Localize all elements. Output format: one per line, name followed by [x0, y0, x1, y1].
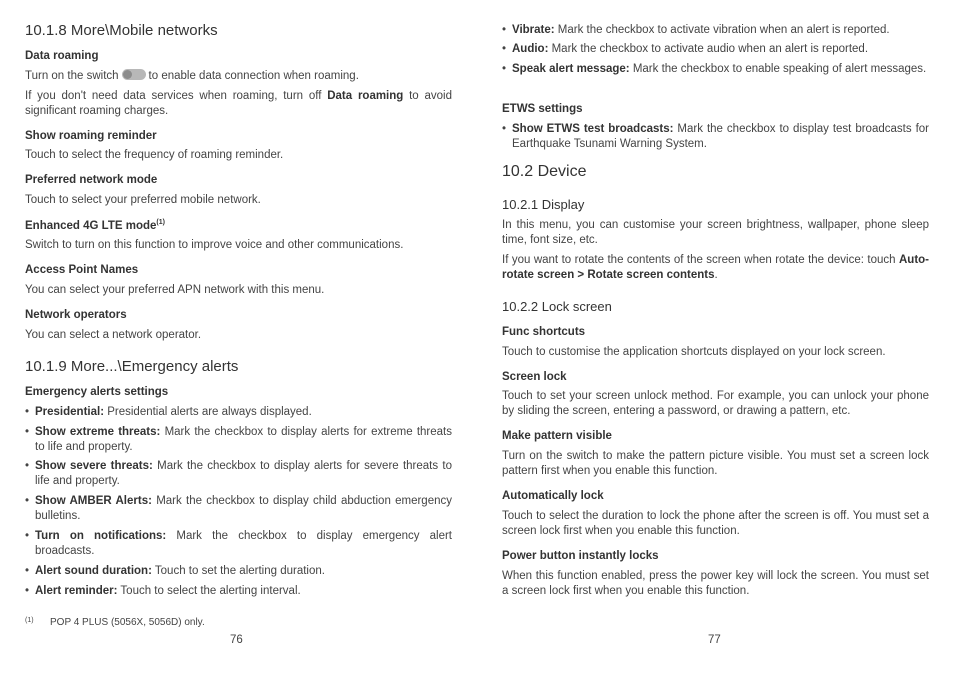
- bullet-item: • Alert sound duration: Touch to set the alerting duration.: [25, 565, 325, 577]
- display-text-1: In this menu, you can customise your screen brightness, wallpaper, phone sleep time, font size, etc.: [502, 219, 929, 246]
- bullet-item: • Show ETWS test broadcasts: Mark the checkbox to display test broadcasts for Earthquake Tsunami Warning System.: [502, 123, 929, 150]
- page-number-left: 76: [230, 634, 243, 646]
- section-heading-display: 10.2.1 Display: [502, 197, 585, 212]
- pattern-visible-text: Turn on the switch to make the pattern picture visible. You must set a screen lock pattern first when you enable this function.: [502, 450, 929, 477]
- page-number-right: 77: [708, 634, 721, 646]
- bullet-item: • Alert reminder: Touch to select the alerting interval.: [25, 585, 301, 597]
- func-shortcuts-title: Func shortcuts: [502, 326, 586, 338]
- bullet-item: • Show AMBER Alerts: Mark the checkbox to display child abduction emergency bulletins.: [25, 495, 452, 522]
- section-heading-emergency-alerts: 10.1.9 More...\Emergency alerts: [25, 358, 239, 375]
- bullet-item: • Turn on notifications: Mark the checkbox to display emergency alert broadcasts.: [25, 530, 453, 557]
- section-heading-device: 10.2 Device: [502, 163, 587, 180]
- power-lock-title: Power button instantly locks: [502, 550, 659, 562]
- netop-text: You can select a network operator.: [25, 329, 202, 341]
- data-roaming-text-2: If you don't need data services when roaming, turn off Data roaming to avoid significant roaming charges.: [25, 90, 452, 117]
- bullet-item: • Speak alert message: Mark the checkbox to enable speaking of alert messages.: [502, 63, 927, 75]
- pref-network-title: Preferred network mode: [25, 174, 158, 186]
- lte-title: Enhanced 4G LTE mode$^{(1)}$: [25, 219, 165, 232]
- pattern-visible-title: Make pattern visible: [502, 430, 612, 442]
- func-shortcuts-text: Touch to customise the application shortcuts displayed on your lock screen.: [502, 346, 886, 358]
- bullet-item: • Show extreme threats: Mark the checkbox to display alerts for extreme threats to life and property.: [25, 426, 452, 453]
- bullet-item: • Show severe threats: Mark the checkbox to display alerts for severe threats to life and property.: [25, 460, 452, 487]
- display-text-2: If you want to rotate the contents of the screen when rotate the device: touch Auto-rotate screen > Rotate screen contents.: [502, 254, 929, 281]
- screen-lock-title: Screen lock: [502, 371, 567, 383]
- power-lock-text: When this function enabled, press the power key will lock the screen. You must set a screen lock first when you enable this function.: [502, 570, 929, 597]
- show-roaming-title: Show roaming reminder: [25, 130, 157, 142]
- bullet-item: • Presidential: Presidential alerts are always displayed.: [25, 406, 312, 418]
- bullet-item: • Vibrate: Mark the checkbox to activate vibration when an alert is reported.: [502, 24, 890, 36]
- toggle-switch-icon: [122, 69, 146, 80]
- bullet-item: • Audio: Mark the checkbox to activate audio when an alert is reported.: [502, 43, 869, 55]
- section-heading-lock-screen: 10.2.2 Lock screen: [502, 299, 612, 314]
- screen-lock-text: Touch to set your screen unlock method. For example, you can unlock your phone by sliding the screen, entering a password, or drawing a pattern, etc.: [502, 390, 929, 417]
- apn-title: Access Point Names: [25, 264, 139, 276]
- data-roaming-title: Data roaming: [25, 50, 99, 62]
- lte-text: Switch to turn on this function to improve voice and other communications.: [25, 239, 404, 251]
- pref-network-text: Touch to select your preferred mobile network.: [25, 194, 261, 206]
- etws-title: ETWS settings: [502, 103, 583, 115]
- apn-text: You can select your preferred APN network with this menu.: [25, 284, 325, 296]
- netop-title: Network operators: [25, 309, 127, 321]
- auto-lock-title: Automatically lock: [502, 490, 604, 502]
- section-heading-mobile-networks: 10.1.8 More\Mobile networks: [25, 22, 218, 39]
- data-roaming-text-1: Turn on the switch to enable data connection when roaming.: [25, 70, 359, 82]
- auto-lock-text: Touch to select the duration to lock the phone after the screen is off. You must set a screen lock first when you enable this function.: [502, 510, 929, 537]
- show-roaming-text: Touch to select the frequency of roaming reminder.: [25, 149, 284, 161]
- emergency-settings-title: Emergency alerts settings: [25, 386, 169, 398]
